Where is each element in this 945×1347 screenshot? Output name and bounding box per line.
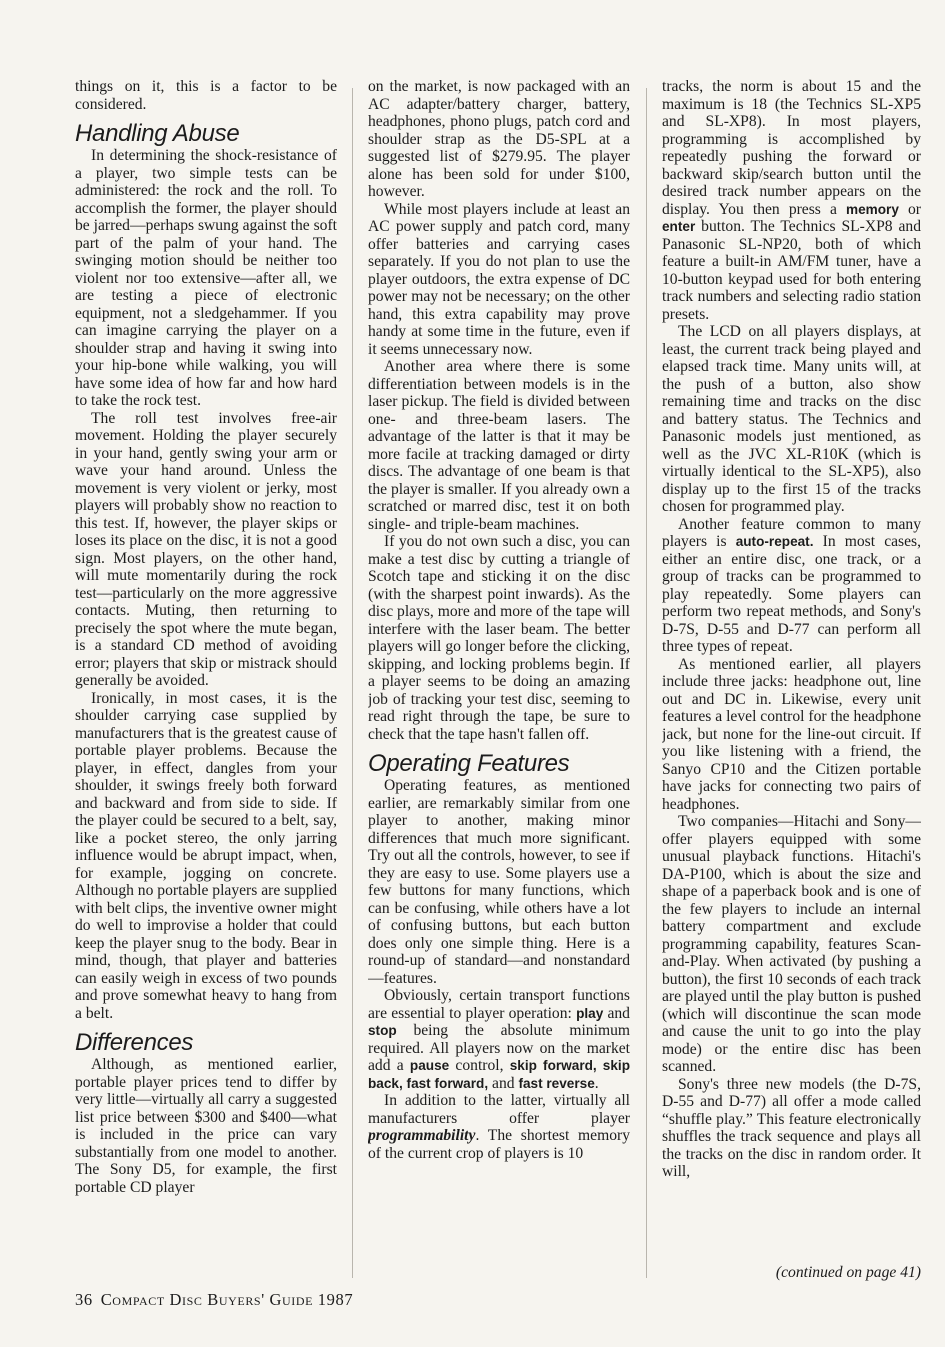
text-run: tracks, the norm is about 15 and the maximum is 18 (the Technics SL-XP5 and SL-XP8). In most players, programming is accomplished by repeatedly pushing the forward or backward skip/search button until the desired track number appears on the display. You then press a [662,78,921,218]
bold-term: play [576,1005,604,1021]
column-divider [646,88,647,1278]
column-divider [352,88,353,1278]
text-run: button. The Technics SL-XP8 and Panasonic SL-NP20, both of which feature a built-in AM/FM tuner, have a 10-button keypad used for both entering track numbers and selecting radio station presets. [662,218,921,323]
bold-term: pause [409,1058,450,1073]
paragraph: on the market, is now packaged with an AC adapter/battery charger, battery, headphones, phono plugs, patch cord and shoulder strap as the D5-SPL at a suggested list of $279.95. The player alone has been sold for under $100, however. [368,78,630,200]
emphasis-term: programmability [368,1127,476,1144]
page-footer [75,1290,353,1310]
text-run: and [603,1004,630,1022]
bold-term: fast reverse [518,1075,595,1091]
paragraph [368,987,630,1092]
paragraph: If you do not own such a disc, you can make a test disc by cutting a triangle of Scotch tape and sticking it on the disc (with the sharpest point inwards). As the disc plays, more and more of the tape will interfere with the laser beam. The better players will go longer before the clicking, skipping, and locking problems begin. If a player seems to be doing an amazing job of tracking your test disc, seeming to read right through the tape, be sure to check that the tape hasn't fallen off. [368,533,630,743]
publication-title: Compact Disc Buyers' Guide 1987 [100,1290,354,1309]
text-run: and [488,1074,519,1092]
text-column-1 [75,78,337,1278]
paragraph [368,1092,630,1162]
bold-term: stop [368,1023,397,1038]
text-run: In addition to the latter, virtually all manufacturers offer player [368,1092,630,1127]
paragraph: While most players include at least an AC power supply and patch cord, many offer batteries and carrying cases separately. If you do not plan to use the player outdoors, the extra expense of DC power may not be necessary; on the other hand, this extra capability may prove handy at some time in the future, even if it seems unnecessary now. [368,200,630,358]
text-run: . The shortest memory of the current crop of players is 10 [368,1127,630,1162]
paragraph: Two companies—Hitachi and Sony—offer players equipped with some unusual playback functions. Hitachi's DA-P100, which is about the size and shape of a paperback book and is one of the few players to include an internal battery compartment and exclude programming capability, features Scan-and-Play. When activated (by pushing a button), the first 10 seconds of each track are played until the play button is pushed (which will discontinue the scan mode and cause the unit to go into the play mode) or the entire disc has been scanned. [662,813,921,1075]
bold-term: auto-repeat. [735,534,814,549]
paragraph: As mentioned earlier, all players include three jacks: headphone out, line out and DC in. Likewise, every unit features a level control for the headphone jack, but none for the line-out circuit. If you like listening with a friend, the Sanyo CP10 and the Citizen portable have jacks for connecting two pairs of headphones. [662,655,921,813]
text-run: In most cases, either an entire disc, one track, or a group of tracks can be programmed to play repeatedly. Some players can perform two repeat methods, and Sony's D-7S, D-55 and D-77 can perform all three types of repeat. [662,533,921,655]
bold-term: enter [662,219,696,234]
text-column-2 [368,78,630,1278]
paragraph: Although, as mentioned earlier, portable player prices tend to differ by very little—virtually all carry a suggested list price between $300 and $400—what is included in the price can vary substantially from one model to another. The Sony D5, for example, the first portable CD player [75,1056,337,1196]
paragraph: The LCD on all players displays, at least, the current track being played and elapsed track time. Many units will, at the push of a button, also show remaining time and tracks on the disc and battery status. The Technics and Panasonic models just mentioned, as well as the JVC XL-R10K (which is virtually identical to the SL-XP5), also display up to the first 15 of the tracks chosen for programmed play. [662,323,921,515]
paragraph: Sony's three new models (the D-7S, D-55 and D-77) all offer a mode called “shuffle play.” This feature electronically shuffles the track sequence and plays all the tracks on the disc in random order. It will, [662,1075,921,1180]
text-run: Another feature common to many players is [662,515,921,550]
text-run: being the absolute minimum required. All players now on the market add a [368,1022,630,1074]
page-number: 36 [75,1290,93,1309]
paragraph: things on it, this is a factor to be considered. [75,78,337,113]
text-column-3 [662,78,921,1278]
bold-term: memory [846,201,899,217]
continued-note: (continued on page 41) [775,1264,921,1281]
bold-term: skip forward, skip back, fast forward, [368,1058,630,1091]
text-run: Obviously, certain transport functions are essential to player operation: [368,987,630,1022]
text-run: . [594,1074,599,1092]
paragraph: The roll test involves free-air movement. Holding the player securely in your hand, gently swing your arm or wave your hand around. Unless the movement is very violent or jerky, most players will probably show no reaction to this test. If, however, the player skips or loses its place on the disc, it is not a good sign. Most players, on the other hand, will mute momentarily during the rock test—particularly on the more aggressive contacts. Muting, then returning to precisely the spot where the mute began, is a standard CD method of avoiding error; players that skip or mistrack should generally be avoided. [75,409,337,689]
paragraph: Another area where there is some differentiation between models is in the laser pickup. The field is divided between one- and three-beam lasers. The advantage of the latter is that it may be more facile at tracking damaged or dirty discs. The advantage of one beam is that the player is smaller. If you already own a scratched or marred disc, test it on both single- and triple-beam machines. [368,358,630,533]
section-heading-operating-features: Operating Features [368,750,570,777]
paragraph [662,516,921,656]
paragraph [662,78,921,323]
paragraph: Operating features, as mentioned earlier, are remarkably similar from one player to another, making minor differences that much more significant. Try out all the controls, however, to see if they are easy to use. Some players use a few buttons for many functions, which can be confusing, while others have a lot of confusing buttons, but each button does only one simple thing. Here is a round-up of standard—and nonstandard—features. [368,777,630,987]
paragraph: In determining the shock-resistance of a player, two simple tests can be administered: the rock and the roll. To accomplish the former, the player should be jarred—perhaps swung against the soft part of the palm of your hand. The swinging motion should be neither too violent nor too extensive—after all, we are testing a piece of electronic equipment, not a sledgehammer. If you can imagine carrying the player on a shoulder strap and having it swing into your hip-bone while walking, you will have some idea of how far and how hard to take the rock test. [75,147,337,409]
text-run: control, [449,1057,510,1074]
text-run: or [898,200,921,218]
paragraph: Ironically, in most cases, it is the shoulder carrying case supplied by manufacturers that is the greatest cause of portable player problems. Because the player, in effect, dangles from your shoulder, it swings freely both forward and backward and from side to side. If the player could be secured to a belt, say, like a pocket stereo, the only jarring influence would be abrupt impact, when, for example, jogging on concrete. Although no portable players are supplied with belt clips, the inventive owner might do well to improvise a holder that could keep the player snug to the body. Bear in mind, though, that player and batteries can easily weigh in excess of two pounds and prove somewhat heavy to hang from a belt. [75,689,337,1022]
section-heading-handling-abuse: Handling Abuse [75,120,240,147]
section-heading-differences: Differences [75,1029,194,1056]
